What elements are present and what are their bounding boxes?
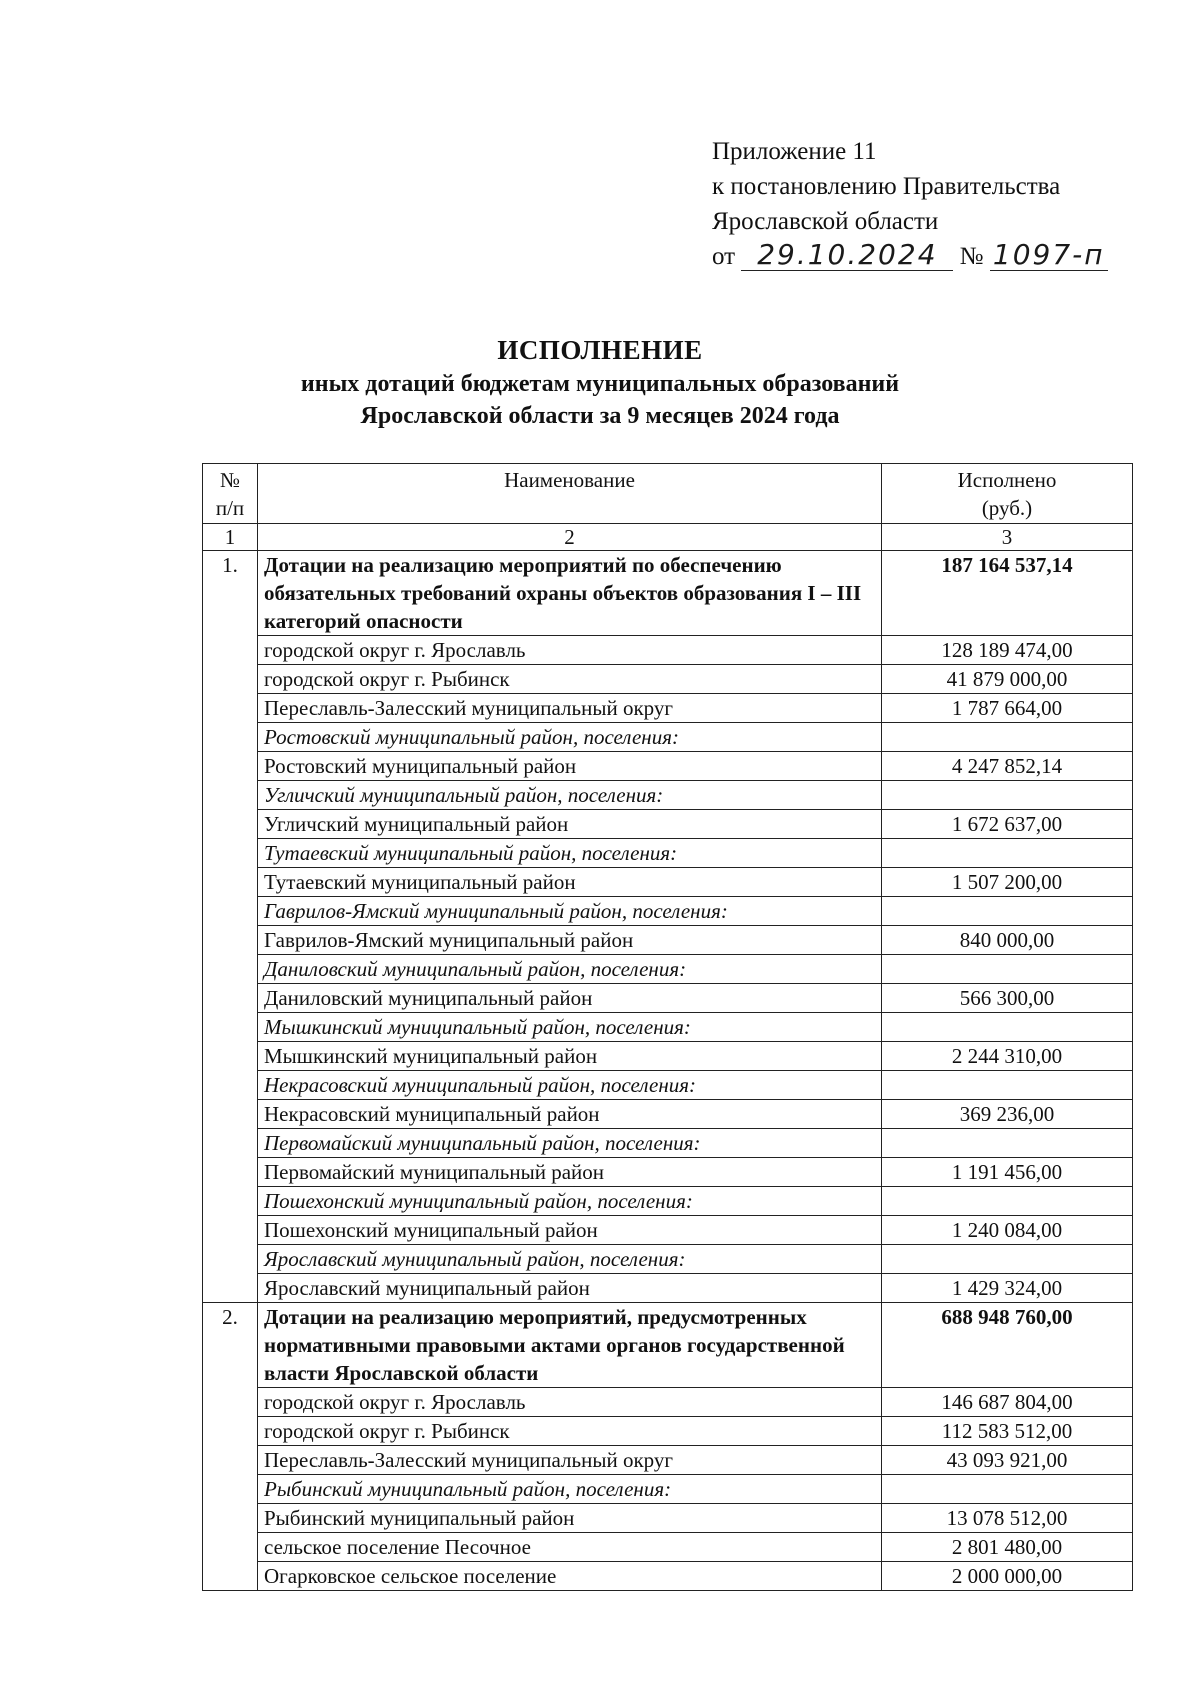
appendix-region: Ярославской области	[712, 208, 939, 235]
row-name: городской округ г. Рыбинск	[258, 1417, 882, 1446]
title-subtitle-2: Ярославской области за 9 месяцев 2024 года	[360, 403, 840, 429]
header-executed-line2: (руб.)	[981, 496, 1033, 520]
row-name: сельское поселение Песочное	[258, 1533, 882, 1562]
row-name: Первомайский муниципальный район, поселения:	[258, 1129, 882, 1158]
appendix-date-line	[712, 239, 1132, 274]
row-name: Некрасовский муниципальный район, поселения:	[258, 1071, 882, 1100]
table-row	[203, 1216, 1133, 1245]
row-value: 41 879 000,00	[882, 665, 1133, 694]
table-row	[203, 1158, 1133, 1187]
section-total: 187 164 537,14	[882, 551, 1133, 636]
section-row	[203, 1303, 1133, 1388]
row-name: Рыбинский муниципальный район, поселения:	[258, 1475, 882, 1504]
table-row	[203, 1274, 1133, 1303]
row-name: Мышкинский муниципальный район, поселения:	[258, 1013, 882, 1042]
row-value	[882, 1071, 1133, 1100]
row-value	[882, 781, 1133, 810]
row-name: Гаврилов-Ямский муниципальный район, поселения:	[258, 897, 882, 926]
row-name: городской округ г. Ярославль	[258, 1388, 882, 1417]
row-name: Пошехонский муниципальный район	[258, 1216, 882, 1245]
budget-table-body	[203, 464, 1133, 1591]
row-value	[882, 1475, 1133, 1504]
row-name: Гаврилов-Ямский муниципальный район	[258, 926, 882, 955]
section-total: 688 948 760,00	[882, 1303, 1133, 1388]
table-row	[203, 1388, 1133, 1417]
table-row	[203, 984, 1133, 1013]
table-index-row	[203, 524, 1133, 551]
header-number-line1: №	[219, 468, 241, 492]
row-value: 112 583 512,00	[882, 1417, 1133, 1446]
subgroup-row	[203, 1187, 1133, 1216]
row-value: 43 093 921,00	[882, 1446, 1133, 1475]
subgroup-row	[203, 1475, 1133, 1504]
row-value: 128 189 474,00	[882, 636, 1133, 665]
row-name: Даниловский муниципальный район, поселения:	[258, 955, 882, 984]
section-title: Дотации на реализацию мероприятий по обеспечению обязательных требований охраны объектов образования I – III категорий опасности	[258, 551, 882, 636]
appendix-number: Приложение 11	[712, 138, 877, 165]
table-row	[203, 1100, 1133, 1129]
header-number-line2: п/п	[215, 496, 245, 520]
section-row	[203, 551, 1133, 636]
row-name: Тутаевский муниципальный район, поселения:	[258, 839, 882, 868]
subgroup-row	[203, 1071, 1133, 1100]
header-name: Наименование	[258, 464, 882, 524]
subgroup-row	[203, 1013, 1133, 1042]
row-name: Мышкинский муниципальный район	[258, 1042, 882, 1071]
date-prefix: от	[712, 243, 736, 270]
title-subtitle-1: иных дотаций бюджетам муниципальных образований	[300, 371, 900, 397]
handwritten-date: 29.10.2024	[741, 240, 953, 271]
row-value: 840 000,00	[882, 926, 1133, 955]
row-value	[882, 1129, 1133, 1158]
row-name: Огарковское сельское поселение	[258, 1562, 882, 1591]
row-value	[882, 1187, 1133, 1216]
row-name: Переславль-Залесский муниципальный округ	[258, 1446, 882, 1475]
row-name: Тутаевский муниципальный район	[258, 868, 882, 897]
row-value: 1 429 324,00	[882, 1274, 1133, 1303]
table-row	[203, 665, 1133, 694]
row-value: 369 236,00	[882, 1100, 1133, 1129]
index-cell-1: 1	[203, 524, 258, 551]
row-name: Ярославский муниципальный район	[258, 1274, 882, 1303]
row-name: Угличский муниципальный район	[258, 810, 882, 839]
row-value: 146 687 804,00	[882, 1388, 1133, 1417]
title-main: ИСПОЛНЕНИЕ	[497, 335, 703, 365]
row-name: Рыбинский муниципальный район	[258, 1504, 882, 1533]
row-value: 1 672 637,00	[882, 810, 1133, 839]
table-row	[203, 1417, 1133, 1446]
subgroup-row	[203, 1129, 1133, 1158]
row-name: Даниловский муниципальный район	[258, 984, 882, 1013]
handwritten-number: 1097-п	[990, 240, 1108, 271]
appendix-reference: к постановлению Правительства	[712, 173, 1061, 200]
row-value: 1 507 200,00	[882, 868, 1133, 897]
row-value: 566 300,00	[882, 984, 1133, 1013]
section-title: Дотации на реализацию мероприятий, предусмотренных нормативными правовыми актами органов государственной власти Ярославской области	[258, 1303, 882, 1388]
row-value	[882, 1245, 1133, 1274]
row-value: 1 240 084,00	[882, 1216, 1133, 1245]
row-name: Некрасовский муниципальный район	[258, 1100, 882, 1129]
row-name: городской округ г. Рыбинск	[258, 665, 882, 694]
header-number	[203, 464, 258, 524]
index-cell-3: 3	[882, 524, 1133, 551]
table-row	[203, 1042, 1133, 1071]
table-row	[203, 1504, 1133, 1533]
table-row	[203, 868, 1133, 897]
row-name: Переславль-Залесский муниципальный округ	[258, 694, 882, 723]
row-name: Пошехонский муниципальный район, поселения:	[258, 1187, 882, 1216]
subgroup-row	[203, 781, 1133, 810]
row-value: 2 244 310,00	[882, 1042, 1133, 1071]
table-row	[203, 694, 1133, 723]
row-value	[882, 723, 1133, 752]
row-value	[882, 1013, 1133, 1042]
table-row	[203, 926, 1133, 955]
table-header-row	[203, 464, 1133, 524]
row-name: городской округ г. Ярославль	[258, 636, 882, 665]
row-value	[882, 839, 1133, 868]
header-executed-line1: Исполнено	[957, 468, 1057, 492]
table-row	[203, 810, 1133, 839]
subgroup-row	[203, 1245, 1133, 1274]
index-cell-2: 2	[258, 524, 882, 551]
row-value: 2 801 480,00	[882, 1533, 1133, 1562]
row-value: 4 247 852,14	[882, 752, 1133, 781]
number-prefix: №	[959, 243, 984, 270]
row-name: Первомайский муниципальный район	[258, 1158, 882, 1187]
table-row	[203, 752, 1133, 781]
row-value: 13 078 512,00	[882, 1504, 1133, 1533]
row-name: Угличский муниципальный район, поселения:	[258, 781, 882, 810]
table-row	[203, 1562, 1133, 1591]
budget-table	[202, 463, 1133, 1591]
row-name: Ростовский муниципальный район	[258, 752, 882, 781]
table-row	[203, 1533, 1133, 1562]
subgroup-row	[203, 955, 1133, 984]
header-executed	[882, 464, 1133, 524]
row-name: Ярославский муниципальный район, поселения:	[258, 1245, 882, 1274]
subgroup-row	[203, 839, 1133, 868]
row-value: 1 787 664,00	[882, 694, 1133, 723]
document-title	[0, 332, 1200, 432]
subgroup-row	[203, 723, 1133, 752]
row-value: 2 000 000,00	[882, 1562, 1133, 1591]
row-value: 1 191 456,00	[882, 1158, 1133, 1187]
section-number: 1.	[203, 551, 258, 1303]
table-row	[203, 636, 1133, 665]
appendix-block	[712, 134, 1132, 274]
row-value	[882, 897, 1133, 926]
subgroup-row	[203, 897, 1133, 926]
section-number: 2.	[203, 1303, 258, 1591]
row-value	[882, 955, 1133, 984]
table-row	[203, 1446, 1133, 1475]
row-name: Ростовский муниципальный район, поселения:	[258, 723, 882, 752]
